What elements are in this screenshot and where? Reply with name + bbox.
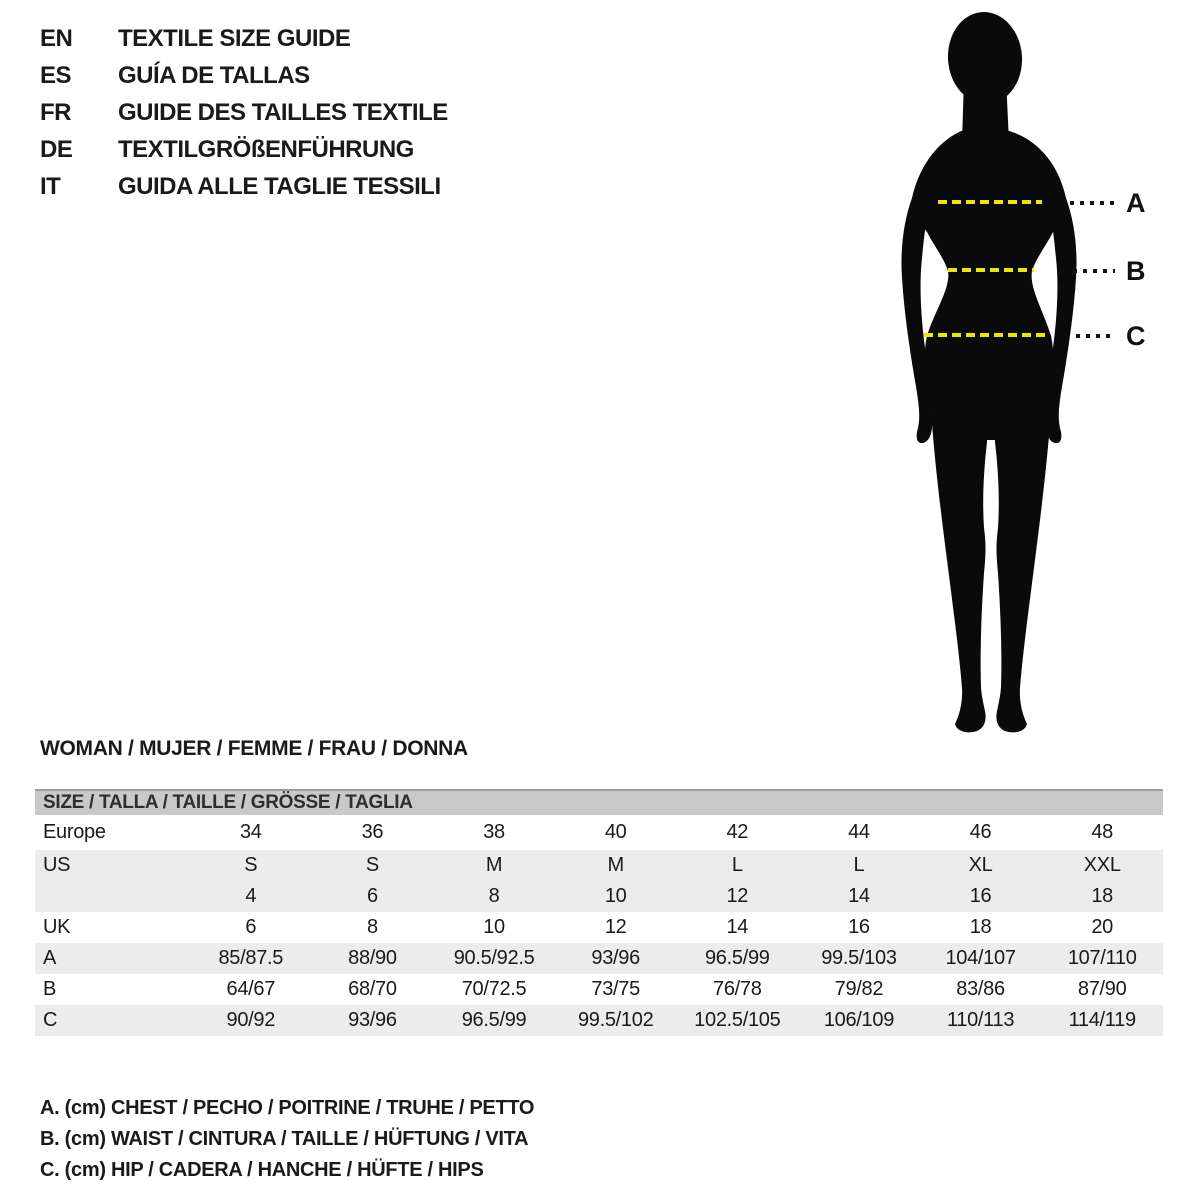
silhouette-arm-left — [901, 197, 932, 443]
table-cell: 18 — [969, 916, 992, 938]
table-cell: 88/90 — [348, 947, 397, 969]
table-cell: 64/67 — [226, 978, 276, 1000]
table-cell: S — [365, 854, 379, 876]
table-cell: 14 — [848, 885, 870, 907]
language-row — [40, 20, 448, 57]
language-title: TEXTILE SIZE GUIDE — [118, 24, 351, 52]
table-cell: 83/86 — [956, 978, 1005, 1000]
table-cell: 36 — [361, 821, 384, 843]
table-cell: 96.5/99 — [461, 1009, 527, 1031]
hip-pointer-dots — [1076, 334, 1116, 338]
table-cell: 107/110 — [1067, 947, 1137, 969]
language-title: GUIDA ALLE TAGLIE TESSILI — [118, 172, 441, 200]
table-cell: 4 — [245, 885, 257, 907]
table-row — [35, 1005, 1163, 1036]
table-cell: 12 — [726, 885, 749, 907]
table-cell: 79/82 — [834, 978, 884, 1000]
language-code: EN — [40, 24, 73, 52]
measurement-legend — [40, 1093, 534, 1186]
table-cell: 87/90 — [1077, 978, 1127, 1000]
table-cell: 99.5/103 — [821, 947, 897, 969]
table-cell: M — [485, 854, 503, 876]
chest-measure-dash-line — [938, 200, 1042, 204]
row-label: C — [43, 1009, 58, 1031]
table-cell: 10 — [483, 916, 505, 938]
language-title: TEXTILGRÖßENFÜHRUNG — [118, 135, 414, 163]
table-cell: 6 — [245, 916, 257, 938]
silhouette-leg-left — [930, 390, 989, 732]
language-code: IT — [40, 172, 61, 200]
row-label: UK — [43, 916, 71, 938]
table-cell: 99.5/102 — [577, 1009, 654, 1031]
row-label: A — [43, 947, 57, 969]
table-cell: 104/107 — [945, 947, 1016, 969]
language-row — [40, 94, 448, 131]
table-cell: 8 — [367, 916, 378, 938]
silhouette-leg-right — [993, 390, 1052, 732]
table-cell: 114/119 — [1068, 1009, 1136, 1031]
table-cell: 106/109 — [823, 1009, 895, 1031]
size-table-header — [35, 789, 1163, 815]
table-row — [35, 912, 1163, 943]
table-cell: 12 — [604, 916, 627, 938]
table-cell: 73/75 — [591, 978, 640, 1000]
measurement-figure — [860, 0, 1200, 740]
table-cell: L — [731, 854, 743, 876]
section-title: WOMAN / MUJER / FEMME / FRAU / DONNA — [40, 737, 468, 760]
table-row — [35, 850, 1163, 881]
table-row — [35, 881, 1163, 912]
table-cell: 76/78 — [713, 978, 762, 1000]
size-table-rows — [35, 815, 1163, 1036]
table-cell: XL — [968, 854, 993, 876]
size-table-header-label: SIZE / TALLA / TAILLE / GRÖSSE / TAGLIA — [43, 792, 413, 813]
language-title: GUÍA DE TALLAS — [118, 61, 310, 89]
size-table — [35, 789, 1163, 1036]
table-cell: 93/96 — [348, 1009, 397, 1031]
table-cell: 8 — [488, 885, 500, 907]
table-cell: L — [853, 854, 865, 876]
title-language-list — [40, 20, 448, 205]
legend-chest: A. (cm) CHEST / PECHO / POITRINE / TRUHE / PETTO — [40, 1097, 535, 1119]
woman-silhouette-image — [860, 0, 1200, 740]
table-cell: 34 — [239, 821, 262, 843]
table-cell: 14 — [726, 916, 749, 938]
table-cell: M — [607, 854, 624, 876]
table-cell: 42 — [726, 821, 749, 843]
table-cell: 16 — [969, 885, 992, 907]
table-cell: 16 — [848, 916, 870, 938]
table-cell: 46 — [969, 821, 992, 843]
marker-label-b: B — [1126, 256, 1146, 286]
table-cell: 18 — [1091, 885, 1114, 907]
row-label: B — [43, 978, 57, 1000]
table-cell: 102.5/105 — [694, 1009, 781, 1031]
row-label: US — [43, 854, 71, 876]
marker-label-c: C — [1126, 321, 1146, 351]
table-cell: 6 — [367, 885, 378, 907]
table-cell: 48 — [1091, 821, 1114, 843]
language-row — [40, 57, 448, 94]
marker-label-a: A — [1126, 188, 1146, 218]
table-cell: 90.5/92.5 — [453, 947, 535, 969]
table-row — [35, 943, 1163, 974]
table-cell: 110/113 — [946, 1009, 1015, 1031]
language-code: FR — [40, 98, 71, 126]
table-cell: 85/87.5 — [218, 947, 284, 969]
table-cell: 44 — [848, 821, 870, 843]
language-row — [40, 168, 448, 205]
waist-pointer-dots — [1073, 269, 1115, 273]
table-row — [35, 974, 1163, 1005]
table-cell: S — [244, 854, 258, 876]
table-cell: 20 — [1091, 916, 1114, 938]
table-cell: 68/70 — [348, 978, 397, 1000]
language-row — [40, 131, 448, 168]
language-code: DE — [40, 135, 73, 163]
legend-waist: B. (cm) WAIST / CINTURA / TAILLE / HÜFTUNG / VITA — [40, 1128, 529, 1150]
language-title: GUIDE DES TAILLES TEXTILE — [118, 98, 448, 126]
table-cell: 38 — [483, 821, 505, 843]
table-cell: XXL — [1083, 854, 1121, 876]
table-row — [35, 815, 1163, 850]
table-cell: 70/72.5 — [461, 978, 527, 1000]
chest-pointer-dots — [1070, 201, 1114, 205]
waist-measure-dash-line — [948, 268, 1034, 272]
language-code: ES — [40, 61, 72, 89]
table-cell: 93/96 — [591, 947, 640, 969]
row-label: Europe — [43, 821, 106, 843]
table-cell: 90/92 — [226, 1009, 276, 1031]
table-cell: 10 — [604, 885, 627, 907]
table-cell: 40 — [604, 821, 627, 843]
table-cell: 96.5/99 — [704, 947, 770, 969]
legend-hip: C. (cm) HIP / CADERA / HANCHE / HÜFTE / HIPS — [40, 1159, 484, 1181]
hip-measure-dash-line — [924, 333, 1048, 337]
